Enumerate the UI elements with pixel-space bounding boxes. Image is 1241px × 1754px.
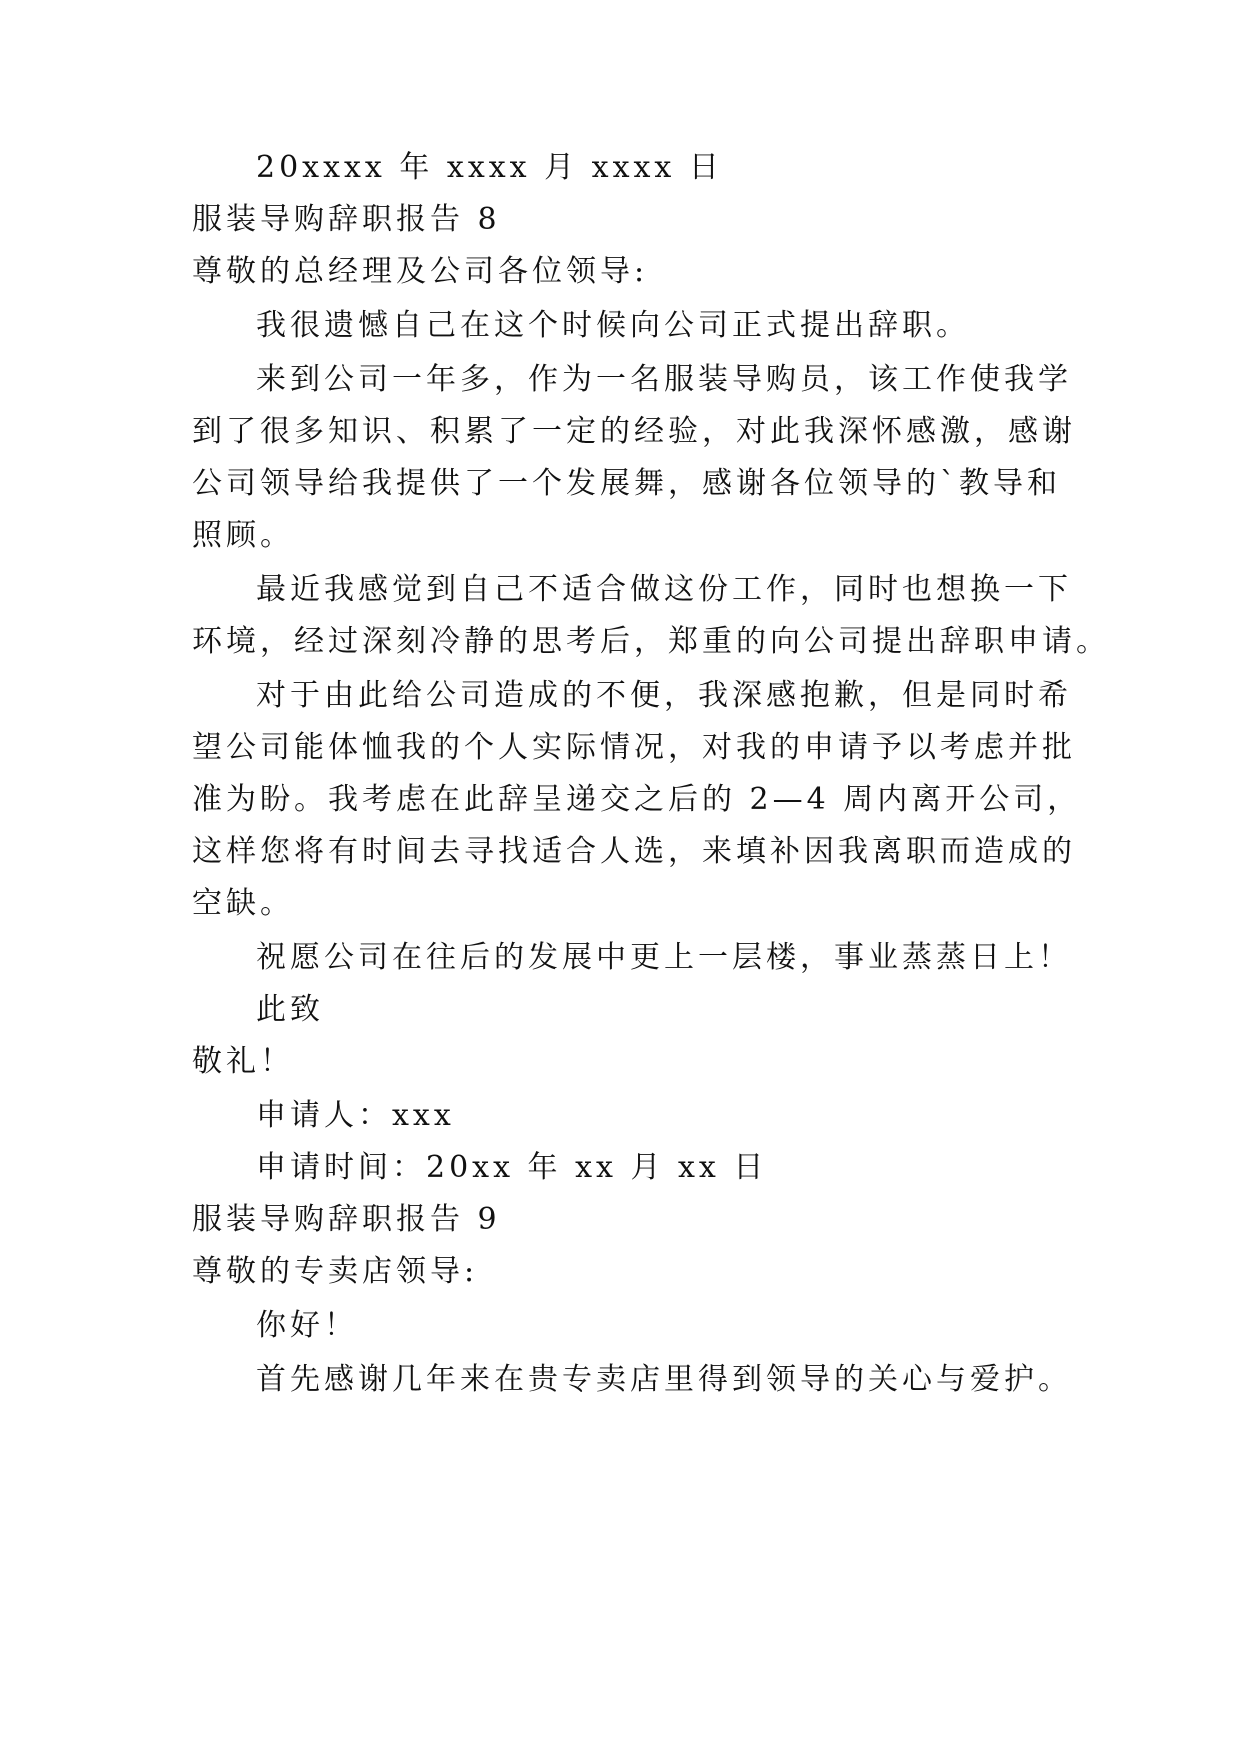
greeting-line: 你好！ (256, 1308, 358, 1343)
paragraph-line: 照顾。 (192, 518, 294, 553)
report-heading-8: 服装导购辞职报告 8 (192, 202, 501, 237)
salutation: 尊敬的专卖店领导: (192, 1254, 479, 1289)
paragraph-line: 环境，经过深刻冷静的思考后，郑重的向公司提出辞职申请。 (192, 624, 1110, 659)
paragraph-line: 望公司能体恤我的个人实际情况，对我的申请予以考虑并批 (192, 730, 1076, 765)
paragraph-line: 我很遗憾自己在这个时候向公司正式提出辞职。 (256, 308, 970, 343)
application-date-line: 申请时间：20xx 年 xx 月 xx 日 (256, 1150, 768, 1185)
report-heading-9: 服装导购辞职报告 9 (192, 1202, 501, 1237)
paragraph-line: 祝愿公司在往后的发展中更上一层楼，事业蒸蒸日上！ (256, 940, 1072, 975)
salutation: 尊敬的总经理及公司各位领导: (192, 254, 649, 289)
paragraph-line: 来到公司一年多，作为一名服装导购员，该工作使我学 (256, 362, 1072, 397)
paragraph-line: 最近我感觉到自己不适合做这份工作，同时也想换一下 (256, 572, 1072, 607)
closing-line: 此致 (256, 992, 324, 1027)
paragraph-line: 到了很多知识、积累了一定的经验，对此我深怀感激，感谢 (192, 414, 1076, 449)
paragraph-line: 空缺。 (192, 886, 294, 921)
closing-line: 敬礼！ (192, 1044, 294, 1079)
date-line: 20xxxx 年 xxxx 月 xxxx 日 (256, 150, 723, 185)
paragraph-line: 这样您将有时间去寻找适合人选，来填补因我离职而造成的 (192, 834, 1076, 869)
paragraph-line: 首先感谢几年来在贵专卖店里得到领导的关心与爱护。 (256, 1362, 1072, 1397)
paragraph-line: 公司领导给我提供了一个发展舞，感谢各位领导的`教导和 (192, 466, 1061, 501)
paragraph-line: 准为盼。我考虑在此辞呈递交之后的 2—4 周内离开公司， (192, 782, 1082, 817)
paragraph-line: 对于由此给公司造成的不便，我深感抱歉，但是同时希 (256, 678, 1072, 713)
applicant-line: 申请人：xxx (256, 1098, 455, 1133)
